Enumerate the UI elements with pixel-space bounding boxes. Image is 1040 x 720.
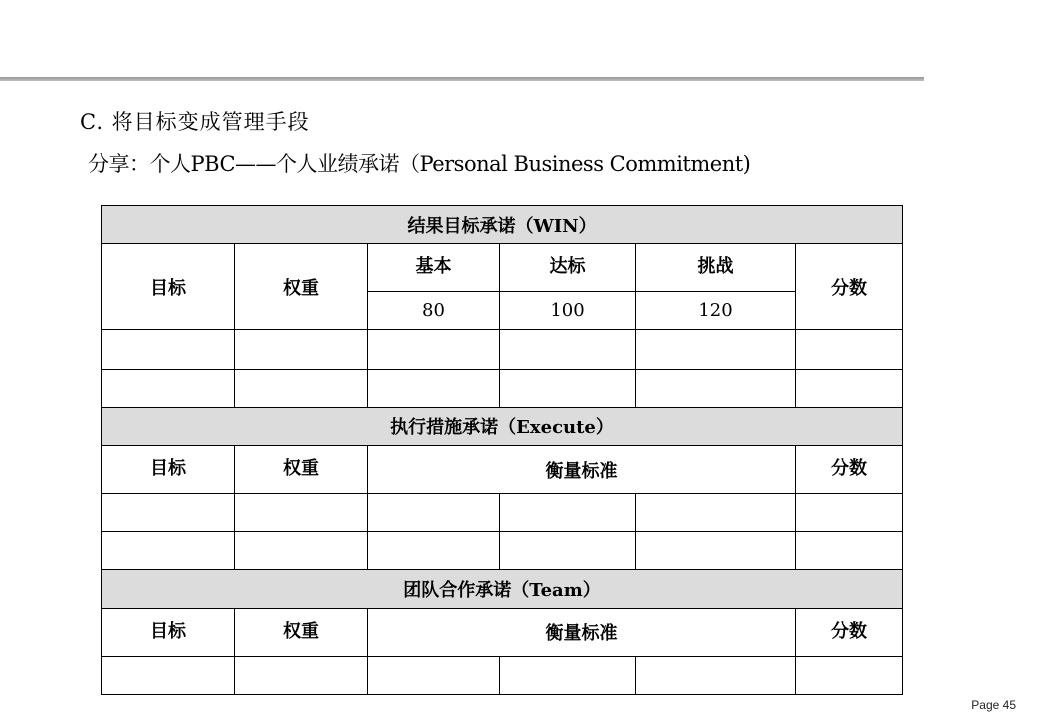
table-row xyxy=(102,369,903,407)
section-subheading: 分享：个人PBC——个人业绩承诺（Personal Business Commitment) xyxy=(88,152,751,176)
table-cell xyxy=(636,330,796,369)
table-cell xyxy=(235,656,368,694)
table-row xyxy=(102,532,903,570)
challenge-header: 挑战 xyxy=(636,244,796,292)
win-weight-header: 权重 xyxy=(235,244,368,330)
team-measure-header: 衡量标准 xyxy=(368,608,796,656)
table-cell xyxy=(636,532,796,570)
table-cell xyxy=(796,494,903,532)
table-cell xyxy=(636,369,796,407)
section-heading: C. 将目标变成管理手段 xyxy=(80,110,310,134)
table-cell xyxy=(368,532,500,570)
table-cell xyxy=(368,656,500,694)
table-cell xyxy=(796,330,903,369)
table-cell xyxy=(796,532,903,570)
table-row xyxy=(102,656,903,694)
team-section-title: 团队合作承诺（Team） xyxy=(102,570,903,608)
table-cell xyxy=(500,494,636,532)
page-number: Page 45 xyxy=(971,698,1016,712)
table-cell xyxy=(368,330,500,369)
table-cell xyxy=(102,494,235,532)
pbc-table xyxy=(101,205,903,695)
execute-measure-header: 衡量标准 xyxy=(368,445,796,493)
win-section-title: 结果目标承诺（WIN） xyxy=(102,206,903,244)
table-cell xyxy=(235,369,368,407)
execute-score-header: 分数 xyxy=(796,445,903,493)
basic-value: 80 xyxy=(368,292,500,330)
team-goal-header: 目标 xyxy=(102,608,235,656)
table-cell xyxy=(796,656,903,694)
table-cell xyxy=(235,532,368,570)
table-cell xyxy=(102,330,235,369)
table-cell xyxy=(636,656,796,694)
team-score-header: 分数 xyxy=(796,608,903,656)
table-cell xyxy=(235,330,368,369)
reach-header: 达标 xyxy=(500,244,636,292)
table-cell xyxy=(368,369,500,407)
win-goal-header: 目标 xyxy=(102,244,235,330)
table-cell xyxy=(102,532,235,570)
table-row xyxy=(102,330,903,369)
win-score-header: 分数 xyxy=(796,244,903,330)
reach-value: 100 xyxy=(500,292,636,330)
team-weight-header: 权重 xyxy=(235,608,368,656)
table-cell xyxy=(796,369,903,407)
table-cell xyxy=(368,494,500,532)
table-row xyxy=(102,494,903,532)
table-cell xyxy=(636,494,796,532)
table-cell xyxy=(102,656,235,694)
table-cell xyxy=(500,532,636,570)
challenge-value: 120 xyxy=(636,292,796,330)
execute-section-title: 执行措施承诺（Execute） xyxy=(102,407,903,445)
table-cell xyxy=(235,494,368,532)
basic-header: 基本 xyxy=(368,244,500,292)
table-cell xyxy=(102,369,235,407)
execute-weight-header: 权重 xyxy=(235,445,368,493)
table-cell xyxy=(500,330,636,369)
top-divider-rule xyxy=(0,77,924,81)
table-cell xyxy=(500,656,636,694)
execute-goal-header: 目标 xyxy=(102,445,235,493)
table-cell xyxy=(500,369,636,407)
